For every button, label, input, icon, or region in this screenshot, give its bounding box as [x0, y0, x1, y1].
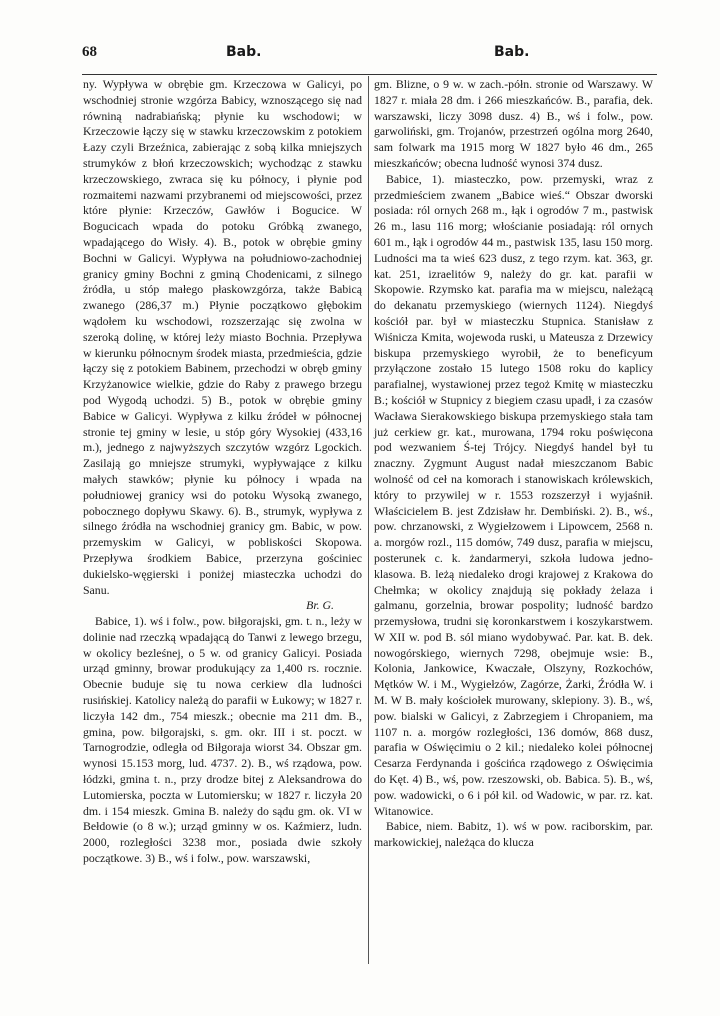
entry-paragraph: Babice, 1). wś i folw., pow. biłgorajski, gm. t. n., leży w dolinie nad rzeczką wpadającą do Tanwi z lewego brzegu, w okolicy bezleśnej, o 5 w. od granicy Galicyi. Posiada urząd gminny, browar produkujący za 1,400 rs. rocznie. Obecnie buduje się tu nowa cerkiew dla ludności rusińskiej. Katolicy należą do parafii w Łukowy; w 1827 r. liczyła 142 dm., 754 mieszk.; obecnie ma 211 dm. B., gmina, pow. biłgorajski, s. gm. okr. III i st. poczt. w Tarnogrodzie, odległa od Biłgoraja wiorst 34. Obszar gm. wynosi 15.153 morg, lud. 4737. 2). B., wś rządowa, pow. łódzki, gmina t. n., przy drodze bitej z Aleksandrowa do Lutomierska, poczta w Lutomiersku; w 1827 r. liczyła 20 dm. i 154 mieszk. Gmina B. należy do sądu gm. ok. VI w Bełdowie (o 8 w.); urząd gminny w os. Kaźmierz, ludn. 2000, rozległości 3238 mor., posiada dwie szkoły początkowe. 3) B., wś i folw., pow. warszawski, [83, 614, 362, 866]
right-column [374, 77, 653, 851]
running-head-left: Bab. [226, 44, 262, 60]
entry-paragraph: Babice, 1). miasteczko, pow. przemyski, wraz z przedmieściem zwanem „Babice wieś.“ Obszar dworski posiada: ról ornych 268 m., łąk i ogrodów 7 m., pastwisk 26 m., lasu 116 morg; włościanie posiadają: ról ornych 601 m., łąk i ogrodów 44 m., pastwisk 135, lasu 150 morg. Ludności ma ta wieś 623 dusz, z tego rzym. kat. 363, gr. kat. 251, izraelitów 9, należy do gr. kat. parafii w Skopowie. Rzymsko kat. parafia ma w miejscu, należącą do dekanatu przemyskiego (wiernych 1124). Niegdyś kościół par. był w miasteczku Stupnica. Stanisław z Wiśnicza Kmita, wojewoda ruski, u Mateusza z Drzewicy biskupa przemyskiego wyrobił, że to beneficyum przyłączone zostało 15 lutego 1508 roku do kaplicy parafialnej, wystawionej przez tegoż Kmitę w miasteczku B.; kościół w Stupnicy z biegiem czasu upadł, i za czasów Wacława Sierakowskiego biskupa przemyskiego stała tam już cerkiew gr. kat., murowana, 1794 roku poświęcona pod wezwaniem Ś-tej Trójcy. Niegdyś handel był tu znaczny. Zygmunt August nadał mieszczanom Babic wolność od ceł na komorach i stanowiskach królewskich, który to przywilej w r. 1553 rozszerzył i wyjaśnił. Właścicielem B. jest Zdzisław hr. Dembiński. 2). B., wś., pow. chrzanowski, z Wygiełzowem i Lipowcem, 2568 n. a. morgów rozl., 115 domów, 749 dusz, parafia w miejscu, posterunek c. k. żandarmeryi, szkoła ludowa jedno-klasowa. B. leżą niedaleko drogi krajowej z Krakowa do Chełmka; w okolicy znajdują się pokłady żelaza i galmanu, gorzelnia, browar pospolity; ludność bardzo przemysłowa, trudni się koronkarstwem i koszykarstwem. W XII w. pod B. sól miano wydobywać. Par. kat. B. dek. nowogórskiego, wiernych 7298, obejmuje wsie: B., Kolonia, Jankowice, Kwaczałe, Olszyny, Rozkochów, Mętków W. i M., Wygiełzów, Zagórze, Żarki, Źródła W. i M. W B. mały kościołek murowany, sklepiony. 3). B., wś, pow. bialski w Galicyi, z Zabrzegiem i Chropaniem, ma 1107 n. a. morgów rozległości, 136 domów, 868 dusz, parafia w Oświęcimiu o 2 kil.; niedaleko kolei północnej Cesarza Ferdynanda i gościńca rządowego z Oświęcimia do Kęt. 4) B., wś, pow. rzeszowski, ob. Babica. 5). B., wś, pow. wadowicki, o 6 i pół kil. od Wadowic, w par. rz. kat. Witanowice. [374, 171, 653, 818]
left-column [83, 77, 362, 867]
author-signature: Br. G. [306, 598, 334, 613]
page-number: 68 [82, 44, 97, 60]
running-head-right: Bab. [494, 44, 530, 60]
column-divider [368, 76, 369, 964]
header-rule [82, 74, 657, 75]
paragraph: gm. Blizne, o 9 w. w zach.-półn. stronie od Warszawy. W 1827 r. miała 28 dm. i 266 mieszkańców. B., parafia, dek. warszawski, liczy 3098 dusz. 4) B., wś i folw., pow. garwoliński, gm. Trojanów, przestrzeń ogólna morg 2640, sam folwark ma 1915 morg W 1827 było 46 dm., 265 mieszkańców; obecna ludność wynosi 374 dusz. [374, 77, 653, 170]
entry-paragraph: Babice, niem. Babitz, 1). wś w pow. raciborskim, par. markowickiej, należąca do klucza [374, 819, 653, 850]
paragraph: ny. Wypływa w obrębie gm. Krzeczowa w Galicyi, po wschodniej stronie wzgórza Babicy, wznoszącego się nad równiną nadrabiańską; płynie ku wschodowi; w Krzeczowie łączy się w stawku krzeczowskim z potokiem Łazy czyli Brzeźnica, zabierając z sobą kilka mniejszych strumyków z błoń krzeczowskich; wychodząc z stawku krzeczowskiego, zwraca się ku północy, i płynie pod rozmaitemi nazwami przybranemi od miejscowości, przez które płynie: Krzeczów, Gawłów i Bogucice. W Bogucicach wpada do potoku Gróbką zwanego, wpadającego do Wisły. 4). B., potok w obrębie gminy Bochni w Galicyi. Wypływa na południowo-zachodniej granicy gminy Bochni z gminą Chodenicami, z silnego źródła, u stóp małego płaskowzgórza, także Babicą zwanego (286,37 m.) Płynie początkowo głębokim wądołem ku wschodowi, rozszerzając się zwolna w szeroką dolinę, w której leży miasto Bochnia. Przepływa w kierunku północnym środek miasta, przedmieścia, gdzie łączy się z potokiem Babinem, przechodzi w obręb gminy Krzyżanowice wielkie, gdzie do Raby z prawego brzegu pod Wygodą uchodzi. 5) B., potok w obrębie gminy Babice w Galicyi. Wypływa z kilku źródeł w północnej stronie tej gminy w lesie, u stóp góry Wysokiej (433,16 m.), jednego z najwyższych szczytów wzgórz Lgockich. Zasilają go mniejsze strumyki, wypływające z kilku małych stawków; płynie ku północy i wpada na południowej granicy wsi do potoku Wysoką zwanego, pobocznego dopływu Skawy. 6). B., strumyk, wypływa z silnego źródła na wschodniej granicy gm. Babic, w pow. przemyskim w Galicyi, w pobliskości Skopowa. Przepływa środkiem Babice, przerzyna gościniec dukielsko-węgierski i poniżej miasteczka uchodzi do Sanu. [83, 77, 362, 597]
